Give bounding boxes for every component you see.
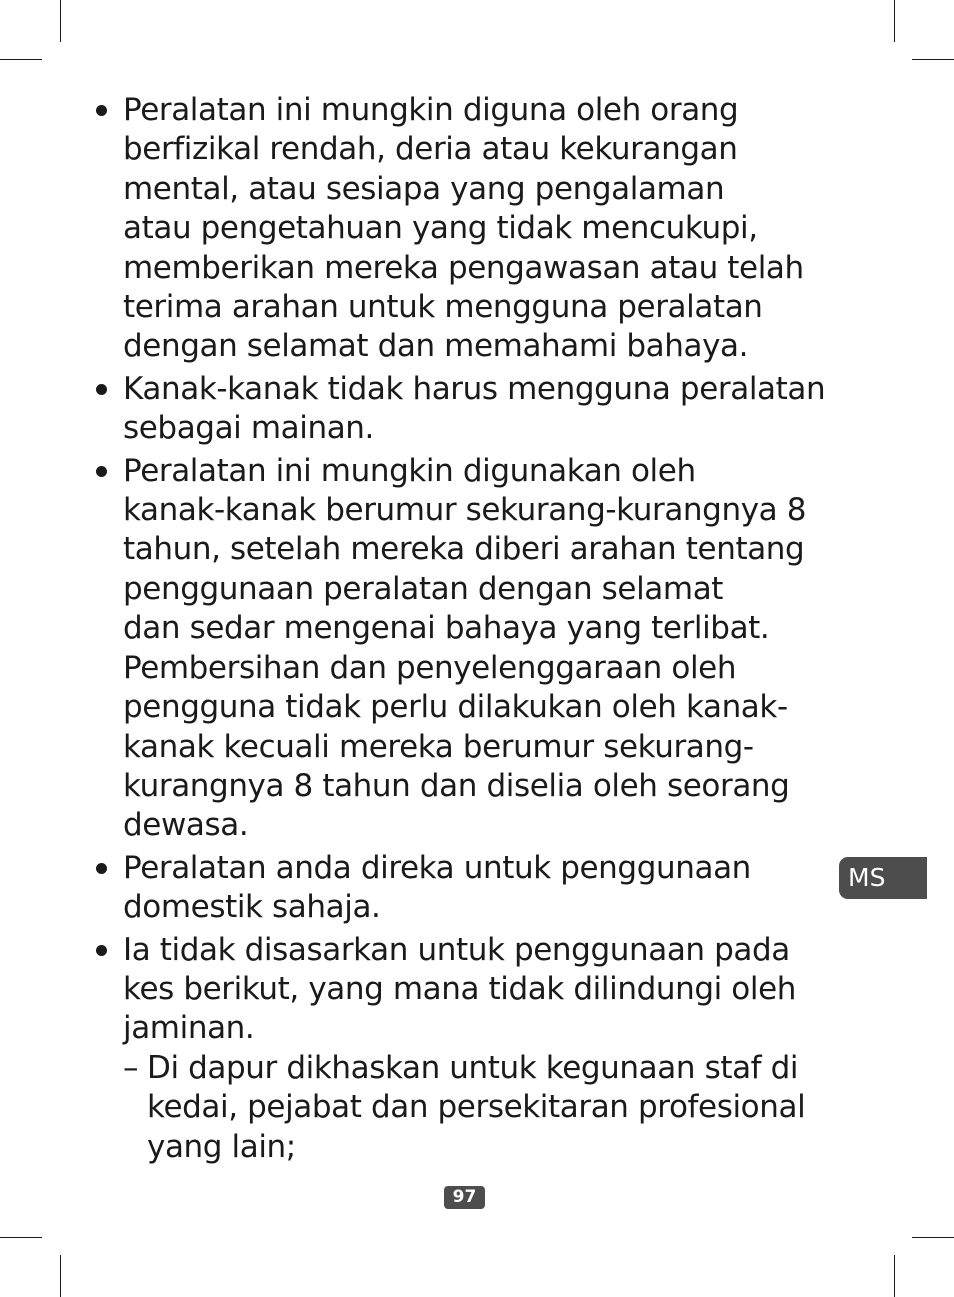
crop-mark-top-left-horizontal [0, 59, 42, 60]
text-line: Peralatan ini mungkin diguna oleh orang [123, 92, 739, 128]
text-line: domestik sahaja. [123, 889, 381, 926]
bullet-icon [96, 384, 107, 395]
bullet-item [96, 452, 836, 846]
bullet-icon [96, 105, 107, 116]
text-line: berfizikal rendah, deria atau kekurangan [123, 131, 738, 168]
text-line: Peralatan anda direka untuk penggunaan [123, 849, 751, 886]
text-line: tahun, setelah mereka diberi arahan tentang [123, 531, 805, 568]
text-line: penggunaan peralatan dengan selamat [123, 570, 724, 607]
sub-item [96, 1049, 836, 1167]
text-line: kanak-kanak berumur sekurang-kurangnya 8 [123, 492, 807, 529]
text-line: jaminan. [123, 1010, 255, 1047]
crop-mark-bottom-left-vertical [60, 1255, 61, 1297]
text-line: pengguna tidak perlu dilakukan oleh kanak- [123, 689, 788, 726]
text-line: kedai, pejabat dan persekitaran profesional [147, 1089, 806, 1126]
crop-mark-bottom-right-horizontal [912, 1237, 954, 1238]
language-tab: MS [839, 857, 927, 899]
text-line: yang lain; [147, 1128, 296, 1165]
bullet-item [96, 370, 836, 449]
text-line: Di dapur dikhaskan untuk kegunaan staf di [147, 1049, 799, 1086]
text-line: memberikan mereka pengawasan atau telah [123, 249, 804, 286]
text-line: mental, atau sesiapa yang pengalaman [123, 170, 725, 207]
page-number: 97 [444, 1186, 485, 1209]
bullet-icon [96, 466, 107, 477]
dash-marker: – [123, 1049, 139, 1086]
text-line: Peralatan ini mungkin digunakan oleh [123, 452, 696, 489]
text-line: Ia tidak disasarkan untuk penggunaan pada [123, 931, 790, 968]
text-line: dewasa. [123, 807, 249, 844]
crop-mark-top-right-vertical [894, 0, 895, 42]
bullet-icon [96, 863, 107, 874]
crop-mark-bottom-right-vertical [894, 1255, 895, 1297]
text-line: kes berikut, yang mana tidak dilindungi oleh [123, 970, 796, 1007]
bullet-icon [96, 945, 107, 956]
bullet-item [96, 91, 836, 367]
text-line: sebagai mainan. [123, 410, 374, 447]
text-line: Kanak-kanak tidak harus mengguna peralatan [123, 370, 826, 407]
text-line: dengan selamat dan memahami bahaya. [123, 328, 749, 365]
text-line: terima arahan untuk mengguna peralatan [123, 289, 763, 326]
bullet-item [96, 931, 836, 1049]
text-line: Pembersihan dan penyelenggaraan oleh [123, 649, 737, 686]
text-line: dan sedar mengenai bahaya yang terlibat. [123, 610, 770, 647]
crop-mark-bottom-left-horizontal [0, 1237, 42, 1238]
text-line: kurangnya 8 tahun dan diselia oleh seorang [123, 767, 790, 804]
crop-mark-top-left-vertical [60, 0, 61, 42]
text-line: kanak kecuali mereka berumur sekurang- [123, 728, 754, 765]
text-line: atau pengetahuan yang tidak mencukupi, [123, 210, 758, 247]
safety-instructions [96, 91, 836, 1167]
crop-mark-top-right-horizontal [912, 59, 954, 60]
bullet-item [96, 849, 836, 928]
